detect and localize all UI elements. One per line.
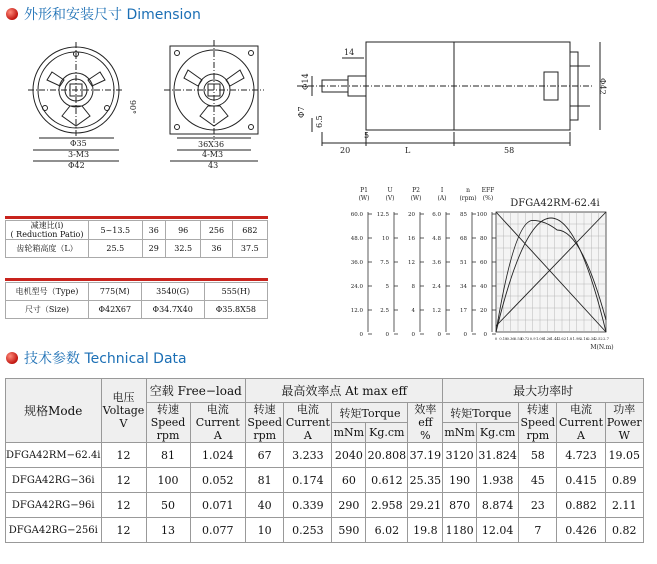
reduction-label [6,221,89,240]
tick-label: 10 [382,236,389,242]
col-power: 功率 Power W [606,403,642,442]
col-speed: 转速 Speed rpm [520,403,556,442]
gearbox-height-label: 齿轮箱高度（L） [6,240,89,258]
tech-table [5,378,644,543]
tick-label: 51 [460,260,467,266]
tick-label: 48.0 [350,236,363,242]
x-tick-label: 2.34 [587,337,596,341]
table-row [6,518,644,543]
x-tick-label: 2.52 [594,337,603,341]
x-axis-label: M(N.m) [590,344,614,351]
dimension-header [6,4,201,24]
table-cell: 45 [519,468,557,493]
reduction-label-cn: 减速比(i) [30,221,64,230]
tick-label: 1.2 [432,308,441,314]
dimension-title: 外形和安装尺寸 Dimension [24,7,201,23]
tick-label: 7.5 [380,260,389,266]
axis-unit: (%) [482,195,494,202]
axis-unit: (A) [437,195,447,202]
axis-name: I [440,187,444,194]
table-cell: 12.04 [476,518,518,543]
dim-phi35: Φ35 [70,139,87,148]
model-cell: DFGA42RG−96i [6,493,102,518]
col-current: 电流 Current A [190,403,246,443]
table-cell: 50 [146,493,190,518]
x-tick-label: 0.18 [499,337,508,341]
col-model: 规格Mode [6,379,102,443]
motor-type-label: 电机型号（Type) [6,283,89,301]
table-cell: 31.824 [476,443,518,468]
table-cell: 590 [332,518,366,543]
dim-14: 14 [344,48,355,57]
tick-label: 5 [385,284,389,290]
tech-header [6,348,187,368]
table-cell: 12 [101,468,146,493]
table-cell: Φ42X67 [89,301,142,319]
table-cell: 0.612 [366,468,408,493]
tick-label: 36.0 [350,260,363,266]
dim-angle: 90° [128,100,137,115]
tick-label: 2.5 [380,308,389,314]
table-cell: 2.958 [366,493,408,518]
table-cell: 290 [332,493,366,518]
x-tick-label: 2.7 [603,337,609,341]
dim-36x36: 36X36 [198,140,225,149]
table-cell: 67 [246,443,284,468]
table-cell: 40 [246,493,284,518]
table-cell: 0.426 [557,518,605,543]
drawing-square-flange [164,40,270,170]
model-cell: DFGA42RM−62.4i [6,443,102,468]
col-mnm: mNm [443,423,477,443]
axis-name: P2 [412,187,420,194]
tick-label: 3.6 [432,260,441,266]
tick-label: 4.8 [432,236,441,242]
table-cell: 0.82 [605,518,643,543]
axis-unit: (W) [410,195,422,202]
dim-5: 5 [364,131,370,140]
x-tick-label: 0 [494,337,498,341]
table-cell: 870 [443,493,477,518]
drawing-round-flange [22,40,152,170]
table-row [6,301,268,319]
group-maxeff: 最高效率点 At max eff [246,379,443,403]
table-cell: 25.5 [89,240,143,258]
tick-label: 68 [460,236,467,242]
table-cell: 775(M) [89,283,142,301]
table-cell: 36 [142,221,165,240]
table-cell: 32.5 [166,240,201,258]
table-cell: 0.89 [605,468,643,493]
col-voltage [101,379,146,443]
axis-name: n [466,187,470,194]
x-tick-label: 1.62 [557,337,567,341]
model-cell: DFGA42RG−36i [6,468,102,493]
table-cell: 0.174 [284,468,332,493]
table-cell: 0.253 [284,518,332,543]
x-tick-label: 1.08 [535,337,545,341]
table-row [6,493,644,518]
drawing-side-view [292,36,612,156]
dim-4m3: 4-M3 [202,150,224,159]
col-eff: 效率 eff % [408,403,443,443]
tick-label: 12 [408,260,415,266]
table-cell: 81 [246,468,284,493]
table-cell: 81 [146,443,190,468]
x-tick-label: 0.36 [506,337,515,341]
tick-label: 34 [460,284,467,290]
col-mnm: mNm [332,423,366,443]
performance-chart [338,184,614,356]
table-cell: 2.11 [605,493,643,518]
table-cell: 8.874 [476,493,518,518]
reduction-table [5,220,268,258]
tick-label: 0 [359,332,363,338]
col-speed: 转速 Speed rpm [146,403,190,443]
tick-label: 12.0 [350,308,363,314]
table-cell: 29 [142,240,165,258]
table-cell: 10 [246,518,284,543]
col-kgcm: Kg.cm [366,423,408,443]
tick-label: 60 [480,260,487,266]
tick-label: 0 [463,332,467,338]
size-label: 尺寸（Size) [6,301,89,319]
table-cell: 0.071 [190,493,246,518]
tick-label: 20 [480,308,487,314]
table-cell: 1.024 [190,443,246,468]
table-cell: 37.5 [232,240,267,258]
dim-phi7: Φ7 [297,106,306,118]
x-tick-label: 0.72 [521,337,530,341]
reduction-label-en: ( Reduction Patio) [10,230,84,239]
table-cell: 0.415 [557,468,605,493]
table-cell: 0.882 [557,493,605,518]
table-cell: 3120 [443,443,477,468]
table-cell: Φ34.7X40 [141,301,204,319]
table-cell: 4.723 [557,443,605,468]
table-cell: 25.35 [408,468,443,493]
col-voltage-cn: 电压 [112,391,135,404]
col-voltage-unit: V [119,417,128,430]
tick-label: 0 [483,332,487,338]
x-tick-label: 0.54 [513,337,523,341]
dim-phi42-side: Φ42 [598,78,607,95]
dim-L: L [405,146,411,155]
tick-label: 0 [385,332,389,338]
chart-title: DFGA42RM-62.4i [510,198,600,209]
table-cell: 1.938 [476,468,518,493]
bullet-icon [6,8,18,20]
table-row [6,443,644,468]
bullet-icon [6,352,18,364]
table-cell: 0.339 [284,493,332,518]
tick-label: 0 [411,332,415,338]
dim-6-5: 6.5 [315,115,324,128]
x-tick-label: 1.98 [572,337,581,341]
axis-name: U [387,187,393,194]
table-cell: 1180 [443,518,477,543]
table-cell: 20.808 [366,443,408,468]
dim-phi14: Φ14 [301,73,310,90]
table-cell: 60 [332,468,366,493]
dim-43: 43 [208,161,219,170]
axis-name: P1 [360,187,368,194]
motor-table [5,282,268,319]
table-cell: 0.052 [190,468,246,493]
table-cell: 7 [519,518,557,543]
table-cell: 12 [101,493,146,518]
tick-label: 8 [411,284,415,290]
col-voltage-en: Voltage [102,404,145,417]
tech-title: 技术参数 Technical Data [24,351,187,367]
axis-unit: (V) [385,195,395,202]
x-tick-label: 0.9 [529,337,536,341]
tick-label: 80 [480,236,487,242]
table-header-row [6,379,644,403]
divider [5,278,268,281]
table-row [6,240,268,258]
table-cell: 12 [101,443,146,468]
col-speed: 转速 Speed rpm [247,403,282,442]
table-cell: 12 [101,518,146,543]
tick-label: 16 [408,236,415,242]
table-cell: 256 [201,221,232,240]
table-cell: 19.05 [605,443,643,468]
table-cell: 5~13.5 [89,221,143,240]
tick-label: 0 [437,332,441,338]
tick-label: 20 [408,212,415,218]
dim-58: 58 [504,146,515,155]
tick-label: 24.0 [350,284,363,290]
x-tick-label: 1.26 [543,337,552,341]
table-cell: 19.8 [408,518,443,543]
x-tick-label: 1.44 [550,337,559,341]
tick-label: 12.5 [376,212,389,218]
table-cell: 0.077 [190,518,246,543]
tick-label: 6.0 [432,212,441,218]
table-row [6,468,644,493]
table-cell: 682 [232,221,267,240]
dim-phi42: Φ42 [68,161,85,170]
col-torque: 转矩Torque [332,403,408,423]
tick-label: 60.0 [350,212,363,218]
x-tick-label: 2.16 [579,337,589,341]
table-cell: 555(H) [204,283,267,301]
table-cell: Φ35.8X58 [204,301,267,319]
table-cell: 36 [201,240,232,258]
table-cell: 58 [519,443,557,468]
col-current: 电流 Current A [284,403,332,443]
table-cell: 6.02 [366,518,408,543]
axis-unit: (W) [358,195,370,202]
group-noload: 空载 Free−load [146,379,246,403]
tick-label: 85 [460,212,467,218]
dim-20: 20 [340,146,351,155]
table-cell: 37.19 [408,443,443,468]
x-tick-label: 1.8 [566,337,573,341]
table-cell: 3540(G) [141,283,204,301]
table-cell: 13 [146,518,190,543]
col-current: 电流 Current A [557,403,605,443]
table-row [6,283,268,301]
table-cell: 29.21 [408,493,443,518]
table-cell: 3.233 [284,443,332,468]
dim-3m3: 3-M3 [68,150,90,159]
group-maxpower: 最大功率时 [443,379,644,403]
table-cell: 23 [519,493,557,518]
tick-label: 4 [411,308,415,314]
table-row [6,221,268,240]
divider [5,216,268,219]
model-cell: DFGA42RG−256i [6,518,102,543]
tick-label: 100 [476,212,487,218]
axis-unit: (rpm) [459,195,477,202]
table-cell: 100 [146,468,190,493]
col-torque: 转矩Torque [443,403,519,423]
table-cell: 2040 [332,443,366,468]
tick-label: 17 [460,308,467,314]
table-cell: 96 [166,221,201,240]
axis-name: EFF [481,187,495,194]
tick-label: 2.4 [432,284,441,290]
col-kgcm: Kg.cm [476,423,518,443]
tick-label: 40 [480,284,487,290]
table-cell: 190 [443,468,477,493]
